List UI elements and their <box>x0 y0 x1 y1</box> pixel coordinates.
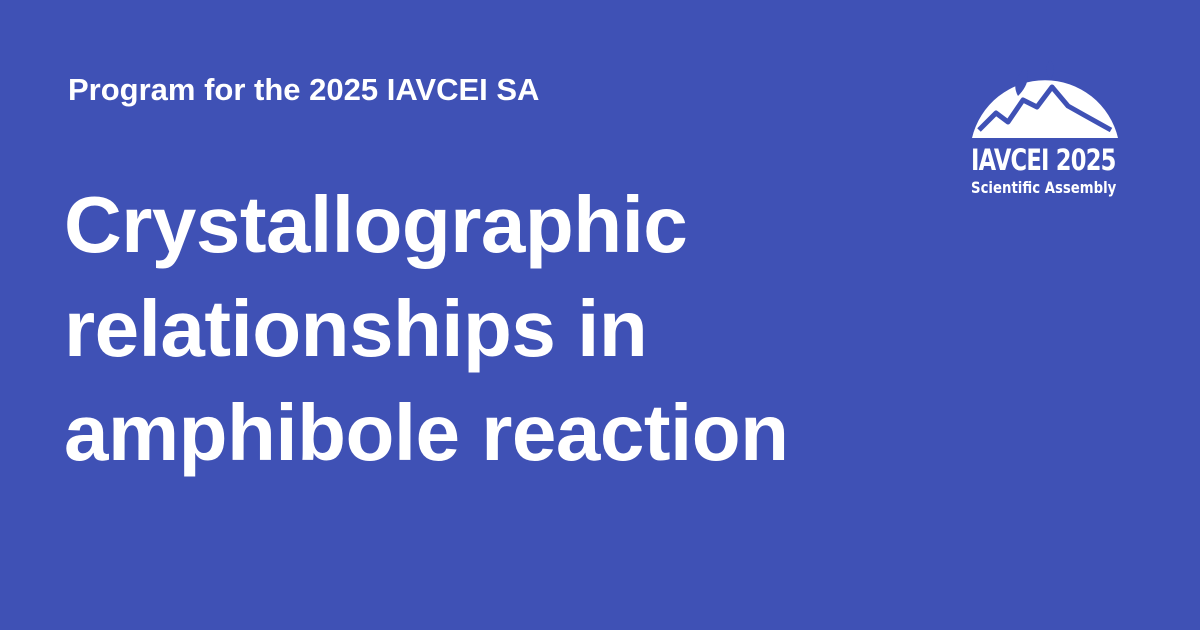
title-line-1: Crystallographic <box>64 180 688 269</box>
volcano-dome-icon <box>965 58 1125 144</box>
iavcei-logo <box>965 58 1125 208</box>
logo-subtext: Scientific Assembly <box>971 178 1117 197</box>
title-line-3: amphibole reaction <box>64 388 789 477</box>
presentation-title <box>64 173 944 485</box>
title-line-2: relationships in <box>64 284 648 373</box>
logo-main-text: IAVCEI 2025 <box>971 143 1116 177</box>
event-kicker: Program for the 2025 IAVCEI SA <box>68 72 540 107</box>
